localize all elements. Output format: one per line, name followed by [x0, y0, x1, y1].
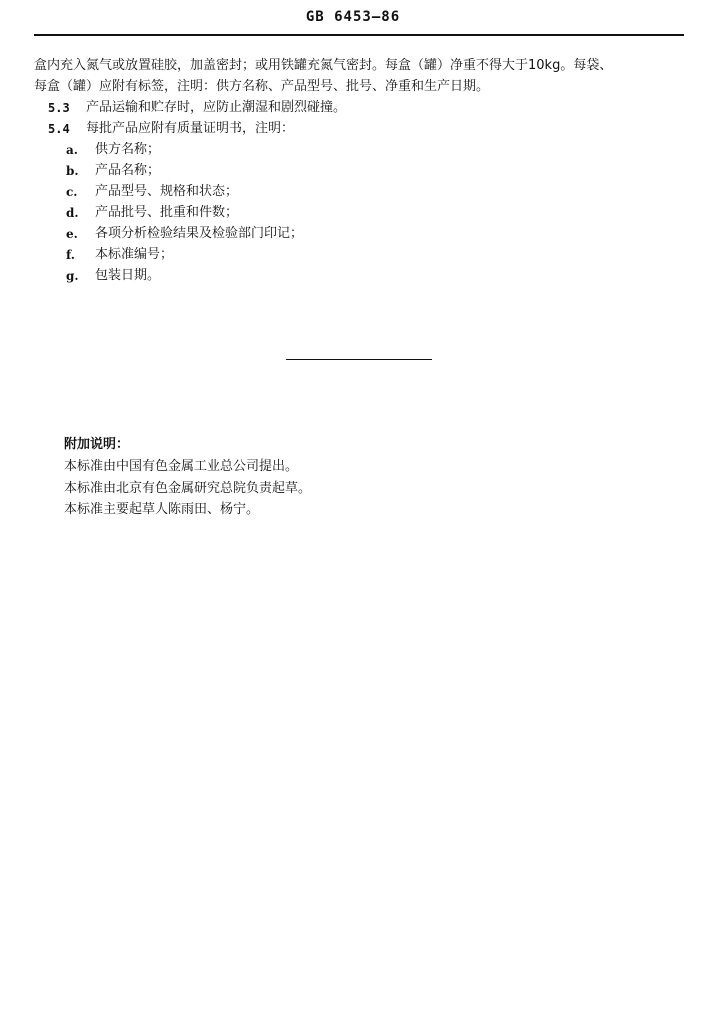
- list-item-letter: e.: [66, 227, 78, 241]
- list-item-letter: f.: [66, 248, 75, 262]
- additional-notes-line: 本标准由中国有色金属工业总公司提出。: [64, 459, 299, 474]
- clause-text: 产品运输和贮存时，应防止潮湿和剧烈碰撞。: [86, 100, 347, 115]
- list-item-letter: b.: [66, 164, 79, 178]
- packaging-text-line-2: 每盒（罐）应附有标签，注明：供方名称、产品型号、批号、净重和生产日期。: [34, 79, 490, 94]
- list-item-text: 各项分析检验结果及检验部门印记；: [95, 226, 304, 241]
- list-item-text: 产品型号、规格和状态；: [95, 184, 239, 199]
- list-item-letter: d.: [66, 206, 79, 220]
- list-item-letter: g.: [66, 269, 79, 283]
- additional-notes-title: 附加说明：: [64, 437, 130, 452]
- header-rule: [34, 34, 684, 36]
- standard-code-header: GB 6453—86: [305, 9, 401, 25]
- list-item-letter: a.: [66, 143, 78, 157]
- additional-notes-line: 本标准主要起草人陈雨田、杨宁。: [64, 502, 260, 517]
- clause-number: 5.3: [48, 101, 70, 115]
- list-item-text: 包装日期。: [95, 268, 161, 283]
- list-item-text: 产品批号、批重和件数；: [95, 205, 239, 220]
- clause-text: 每批产品应附有质量证明书，注明：: [86, 121, 295, 136]
- packaging-text-line-1: 盒内充入氮气或放置硅胶，加盖密封；或用铁罐充氮气密封。每盒（罐）净重不得大于10kg。每袋、: [34, 58, 613, 73]
- list-item-text: 本标准编号；: [95, 247, 174, 262]
- clause-number: 5.4: [48, 122, 70, 136]
- list-item-letter: c.: [66, 185, 78, 199]
- additional-notes-line: 本标准由北京有色金属研究总院负责起草。: [64, 481, 312, 496]
- end-of-text-rule: [286, 359, 432, 360]
- list-item-text: 产品名称；: [95, 163, 161, 178]
- list-item-text: 供方名称；: [95, 142, 161, 157]
